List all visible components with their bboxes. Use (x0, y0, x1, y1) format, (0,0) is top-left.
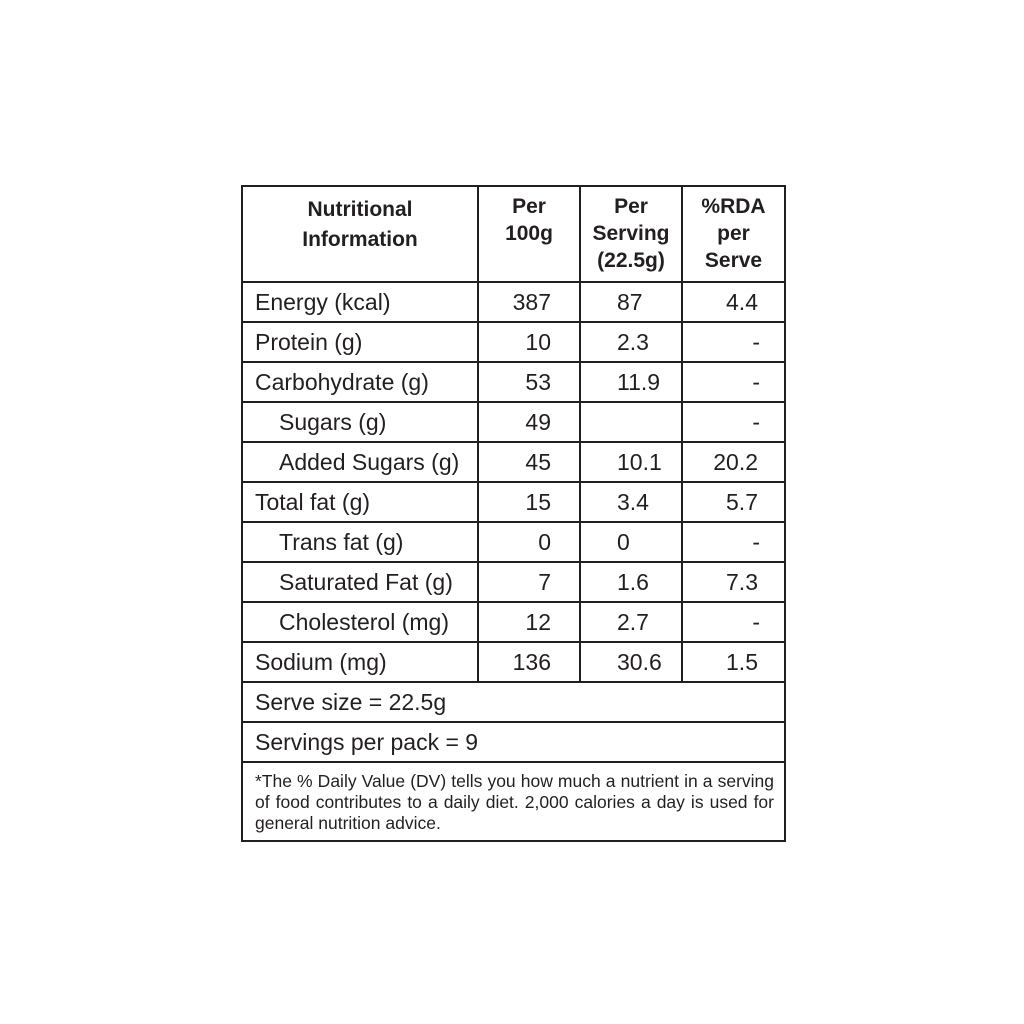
table-row (242, 562, 785, 602)
per-100g-value: 136 (478, 642, 580, 682)
table-row (242, 282, 785, 322)
header-per-100g (478, 186, 580, 282)
nutrient-name: Cholesterol (mg) (242, 602, 478, 642)
per-100g-value: 12 (478, 602, 580, 642)
header-serving-line-2: Serving (592, 222, 670, 245)
header-serving-line-1: Per (614, 195, 648, 218)
per-serving-value: 87 (580, 282, 682, 322)
header-per100-line-1: Per (512, 195, 546, 218)
rda-value: - (682, 362, 785, 402)
nutrient-name: Added Sugars (g) (242, 442, 478, 482)
serve-size-row (242, 682, 785, 722)
table-row (242, 482, 785, 522)
rda-value: - (682, 322, 785, 362)
nutrient-name: Protein (g) (242, 322, 478, 362)
nutrient-name: Trans fat (g) (242, 522, 478, 562)
rda-value: 5.7 (682, 482, 785, 522)
per-100g-value: 387 (478, 282, 580, 322)
servings-per-pack: Servings per pack = 9 (242, 722, 785, 762)
table-row (242, 522, 785, 562)
header-rda-line-3: Serve (704, 249, 763, 272)
per-serving-value: 30.6 (580, 642, 682, 682)
rda-value: - (682, 402, 785, 442)
per-serving-value: 10.1 (580, 442, 682, 482)
header-per100-line-2: 100g (505, 222, 553, 245)
table-row (242, 642, 785, 682)
per-100g-value: 15 (478, 482, 580, 522)
nutrient-name: Total fat (g) (242, 482, 478, 522)
per-serving-value: 2.7 (580, 602, 682, 642)
serve-size: Serve size = 22.5g (242, 682, 785, 722)
per-serving-value: 3.4 (580, 482, 682, 522)
rda-value: 7.3 (682, 562, 785, 602)
header-name-line-1: Nutritional (307, 198, 413, 221)
header-per-serving (580, 186, 682, 282)
rda-value: 20.2 (682, 442, 785, 482)
nutrient-name: Carbohydrate (g) (242, 362, 478, 402)
per-serving-value: 2.3 (580, 322, 682, 362)
table-row (242, 362, 785, 402)
rda-value: 1.5 (682, 642, 785, 682)
header-nutritional-information (242, 186, 478, 282)
per-100g-value: 10 (478, 322, 580, 362)
per-serving-value: 0 (580, 522, 682, 562)
per-100g-value: 53 (478, 362, 580, 402)
nutrient-name: Sugars (g) (242, 402, 478, 442)
per-100g-value: 0 (478, 522, 580, 562)
table-header-row (242, 186, 785, 282)
per-100g-value: 45 (478, 442, 580, 482)
per-100g-value: 49 (478, 402, 580, 442)
rda-value: 4.4 (682, 282, 785, 322)
header-serving-line-3: (22.5g) (597, 249, 665, 272)
table-row (242, 402, 785, 442)
per-serving-value: 1.6 (580, 562, 682, 602)
header-rda-line-1: %RDA (701, 195, 766, 218)
nutrient-name: Saturated Fat (g) (242, 562, 478, 602)
footnote-row (242, 762, 785, 841)
per-serving-value (580, 402, 682, 442)
table-row (242, 602, 785, 642)
nutrient-name: Energy (kcal) (242, 282, 478, 322)
per-100g-value: 7 (478, 562, 580, 602)
nutrient-name: Sodium (mg) (242, 642, 478, 682)
table-row (242, 442, 785, 482)
rda-value: - (682, 522, 785, 562)
daily-value-footnote: *The % Daily Value (DV) tells you how much a nutrient in a serving of food contributes to a daily diet. 2,000 calories a day is used for general nutrition advice. (242, 762, 785, 841)
table-row (242, 322, 785, 362)
header-name-line-2: Information (302, 228, 418, 251)
nutrition-facts-table (241, 185, 786, 842)
per-serving-value: 11.9 (580, 362, 682, 402)
rda-value: - (682, 602, 785, 642)
header-rda-per-serve (682, 186, 785, 282)
header-rda-line-2: per (717, 222, 750, 245)
servings-per-pack-row (242, 722, 785, 762)
